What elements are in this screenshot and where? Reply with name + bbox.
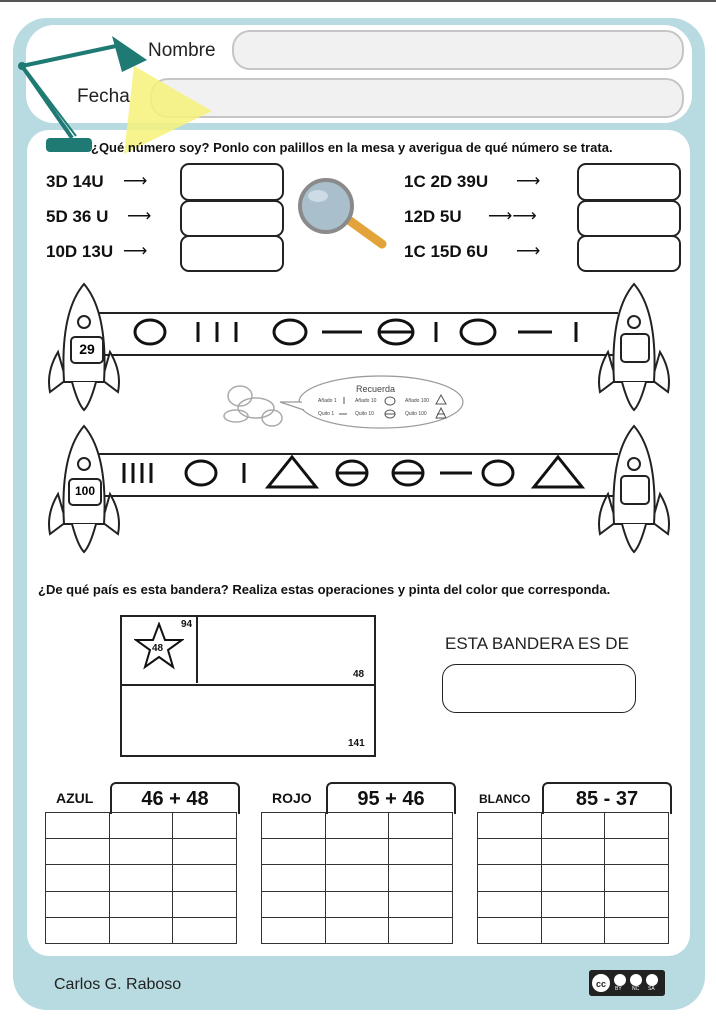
operation-grid[interactable]: [261, 812, 453, 944]
date-label: Fecha: [77, 86, 130, 107]
left-item-3: 10D 13U: [46, 242, 114, 261]
rocket-answer-box[interactable]: [620, 475, 650, 505]
reminder-title: Recuerda: [356, 384, 396, 394]
answer-box[interactable]: [577, 200, 681, 237]
op-expression: 85 - 37: [542, 782, 672, 814]
svg-text:cc: cc: [595, 979, 607, 989]
rocket-number: 100: [68, 478, 102, 506]
name-label: Nombre: [148, 40, 216, 61]
flag-star-number: 48: [152, 643, 164, 654]
op-color-label: BLANCO: [479, 792, 531, 806]
arrow-icon: ⟶: [516, 241, 541, 260]
section2-question: ¿De qué país es esta bandera? Realiza estas operaciones y pinta del color que corresponda.: [38, 582, 611, 597]
reminder-symbols: [276, 392, 466, 428]
desk-lamp-icon: [12, 26, 217, 158]
arrow-icon: ⟶: [127, 206, 152, 225]
tally-symbols: [100, 312, 616, 352]
right-item-3: 1C 15D 6U: [404, 242, 489, 261]
answer-label: ESTA BANDERA ES DE: [445, 634, 629, 653]
date-field[interactable]: [150, 78, 684, 118]
answer-box[interactable]: [180, 235, 284, 272]
cc-tag-nc: NC: [632, 986, 640, 992]
magnifying-glass-icon: [294, 178, 390, 250]
op-color-label: ROJO: [272, 790, 312, 806]
rocket-number: 29: [70, 336, 104, 364]
op-color-label: AZUL: [56, 790, 94, 806]
author: Carlos G. Raboso: [54, 976, 182, 993]
flag-canton-number: 94: [181, 619, 193, 630]
flag-top-number: 48: [353, 669, 365, 680]
cc-tag-sa: SA: [648, 986, 655, 992]
reminder-sub1: Quito 1: [318, 411, 335, 417]
operation-grid[interactable]: [477, 812, 669, 944]
left-item-2: 5D 36 U: [46, 207, 109, 226]
rocket-answer-box[interactable]: [620, 333, 650, 363]
answer-box[interactable]: [577, 163, 681, 201]
arrow-icon: ⟶: [516, 171, 541, 190]
section1-question: ¿Qué número soy? Ponlo con palillos en la mesa y averigua de qué número se trata.: [91, 140, 613, 155]
cc-license-badge: [589, 970, 665, 996]
reminder-sub100: Quito 100: [405, 411, 427, 417]
flag-divider: [120, 684, 374, 686]
country-answer-box[interactable]: [442, 664, 636, 713]
reminder-add1: Añado 1: [318, 398, 337, 404]
op-expression: 95 + 46: [326, 782, 456, 814]
left-item-1: 3D 14U: [46, 172, 104, 191]
answer-box[interactable]: [180, 163, 284, 201]
operation-grid[interactable]: [45, 812, 237, 944]
flag-bottom-number: 141: [348, 738, 365, 749]
right-item-1: 1C 2D 39U: [404, 172, 489, 191]
right-item-2: 12D 5U: [404, 207, 462, 226]
cc-tag-by: BY: [615, 986, 622, 992]
reminder-add10: Añado 10: [355, 398, 377, 404]
answer-box[interactable]: [180, 200, 284, 237]
answer-box[interactable]: [577, 235, 681, 272]
op-expression: 46 + 48: [110, 782, 240, 814]
reminder-add100: Añado 100: [405, 398, 430, 404]
cc-icon: [589, 970, 665, 996]
reminder-sub10: Quito 10: [355, 411, 374, 417]
name-field[interactable]: [232, 30, 684, 70]
arrow-icon: ⟶: [123, 241, 148, 260]
arrow-icon: ⟶⟶: [488, 206, 537, 225]
arrow-icon: ⟶: [123, 171, 148, 190]
tally-symbols: [100, 453, 616, 493]
